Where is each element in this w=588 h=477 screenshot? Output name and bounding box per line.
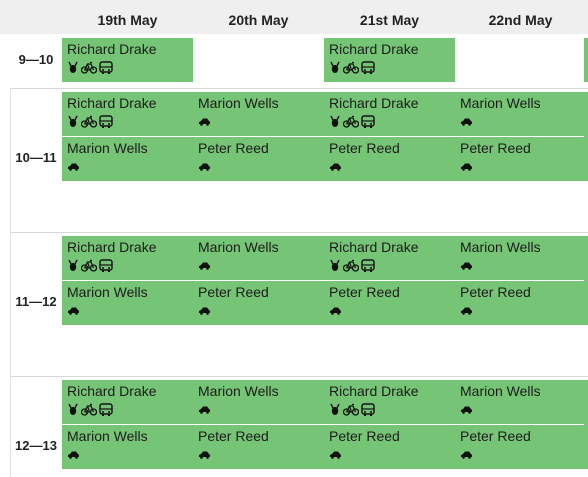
transport-icons [460, 402, 586, 416]
calendar-header [0, 0, 588, 34]
transport-icons [67, 303, 193, 317]
entry-person-name: Richard Drake [329, 41, 419, 57]
schedule-entry[interactable] [324, 281, 455, 325]
schedule-entry[interactable] [62, 380, 193, 424]
car-icon [460, 450, 473, 459]
walk-icon [329, 259, 341, 272]
transport-icons [198, 303, 324, 317]
schedule-entry[interactable] [193, 92, 324, 136]
bicycle-icon [343, 403, 359, 416]
transport-icons [67, 258, 193, 272]
walk-icon [329, 403, 341, 416]
transport-icons [198, 402, 324, 416]
schedule-entry[interactable] [324, 38, 455, 82]
transport-icons [460, 258, 586, 272]
car-icon [329, 306, 342, 315]
bus-icon [361, 403, 375, 416]
transport-icons [329, 60, 455, 74]
schedule-entry[interactable] [455, 236, 586, 280]
transport-icons [198, 447, 324, 461]
walk-icon [67, 403, 79, 416]
transport-icons [198, 114, 324, 128]
time-slot-label: 9—10 [18, 52, 54, 67]
transport-icons [329, 303, 455, 317]
car-icon [198, 117, 211, 126]
walk-icon [329, 61, 341, 74]
transport-icons [67, 60, 193, 74]
transport-icons [67, 447, 193, 461]
row-separator [10, 232, 588, 233]
bicycle-icon [81, 61, 97, 74]
entry-person-name: Richard Drake [67, 41, 157, 57]
bus-icon [99, 403, 113, 416]
transport-icons [67, 402, 193, 416]
entry-person-name: Peter Reed [329, 140, 400, 156]
schedule-entry[interactable] [193, 281, 324, 325]
car-icon [198, 261, 211, 270]
walk-icon [67, 115, 79, 128]
transport-icons [460, 159, 586, 173]
entry-person-name: Peter Reed [460, 428, 531, 444]
schedule-entry[interactable] [455, 380, 586, 424]
schedule-entry[interactable] [62, 38, 193, 82]
bus-icon [361, 259, 375, 272]
transport-icons [329, 258, 455, 272]
schedule-entry[interactable] [193, 137, 324, 181]
schedule-entry[interactable] [62, 281, 193, 325]
entry-person-name: Richard Drake [67, 239, 157, 255]
cut-off-column [584, 92, 588, 181]
schedule-entry[interactable] [455, 425, 586, 469]
time-slot-label: 10—11 [15, 150, 57, 165]
day-header: 22nd May [488, 12, 553, 28]
bicycle-icon [343, 259, 359, 272]
transport-icons [460, 447, 586, 461]
car-icon [67, 306, 80, 315]
transport-icons [67, 159, 193, 173]
schedule-entry[interactable] [62, 236, 193, 280]
entry-person-name: Richard Drake [67, 383, 157, 399]
car-icon [460, 162, 473, 171]
bicycle-icon [81, 403, 97, 416]
entry-person-name: Peter Reed [460, 284, 531, 300]
entry-person-name: Richard Drake [329, 95, 419, 111]
entry-person-name: Marion Wells [460, 239, 541, 255]
cut-off-column [584, 380, 588, 469]
schedule-entry[interactable] [62, 137, 193, 181]
entry-person-name: Marion Wells [67, 140, 148, 156]
car-icon [198, 450, 211, 459]
row-separator [10, 376, 588, 377]
entry-person-name: Peter Reed [460, 140, 531, 156]
transport-icons [329, 114, 455, 128]
entry-person-name: Marion Wells [460, 95, 541, 111]
entry-person-name: Marion Wells [198, 95, 279, 111]
schedule-entry[interactable] [62, 92, 193, 136]
entry-person-name: Marion Wells [67, 428, 148, 444]
transport-icons [329, 159, 455, 173]
bicycle-icon [343, 115, 359, 128]
car-icon [198, 162, 211, 171]
walk-icon [67, 259, 79, 272]
entry-person-name: Marion Wells [198, 383, 279, 399]
car-icon [460, 306, 473, 315]
bicycle-icon [81, 259, 97, 272]
entry-person-name: Peter Reed [329, 284, 400, 300]
day-header: 20th May [228, 12, 289, 28]
bus-icon [99, 115, 113, 128]
bicycle-icon [81, 115, 97, 128]
row-separator [10, 88, 588, 89]
transport-icons [460, 303, 586, 317]
day-header: 19th May [97, 12, 158, 28]
bus-icon [99, 259, 113, 272]
schedule-entry[interactable] [193, 380, 324, 424]
entry-person-name: Marion Wells [198, 239, 279, 255]
schedule-entry[interactable] [324, 380, 455, 424]
schedule-entry[interactable] [455, 92, 586, 136]
entry-person-name: Richard Drake [67, 95, 157, 111]
schedule-entry[interactable] [324, 137, 455, 181]
bus-icon [99, 61, 113, 74]
car-icon [198, 405, 211, 414]
bus-icon [361, 115, 375, 128]
schedule-entry[interactable] [455, 281, 586, 325]
schedule-entry[interactable] [193, 236, 324, 280]
entry-person-name: Peter Reed [198, 428, 269, 444]
car-icon [460, 117, 473, 126]
entry-person-name: Richard Drake [329, 383, 419, 399]
transport-icons [198, 159, 324, 173]
transport-icons [329, 402, 455, 416]
walk-icon [329, 115, 341, 128]
entry-person-name: Marion Wells [67, 284, 148, 300]
day-header: 21st May [359, 12, 420, 28]
entry-person-name: Marion Wells [460, 383, 541, 399]
transport-icons [67, 114, 193, 128]
entry-person-name: Richard Drake [329, 239, 419, 255]
walk-icon [67, 61, 79, 74]
cut-off-column [584, 236, 588, 325]
schedule-entry[interactable] [324, 92, 455, 136]
bicycle-icon [343, 61, 359, 74]
slot-edge [10, 376, 11, 477]
transport-icons [460, 114, 586, 128]
car-icon [67, 450, 80, 459]
entry-person-name: Peter Reed [329, 428, 400, 444]
schedule-entry[interactable] [193, 425, 324, 469]
car-icon [460, 261, 473, 270]
bus-icon [361, 61, 375, 74]
car-icon [67, 162, 80, 171]
transport-icons [198, 258, 324, 272]
schedule-entry[interactable] [62, 425, 193, 469]
car-icon [329, 450, 342, 459]
car-icon [329, 162, 342, 171]
transport-icons [329, 447, 455, 461]
cut-off-column [584, 38, 588, 82]
time-slot-label: 11—12 [15, 294, 57, 309]
car-icon [198, 306, 211, 315]
schedule-entry[interactable] [324, 236, 455, 280]
schedule-entry[interactable] [324, 425, 455, 469]
schedule-entry[interactable] [455, 137, 586, 181]
time-slot-label: 12—13 [15, 438, 57, 453]
car-icon [460, 405, 473, 414]
entry-person-name: Peter Reed [198, 284, 269, 300]
entry-person-name: Peter Reed [198, 140, 269, 156]
